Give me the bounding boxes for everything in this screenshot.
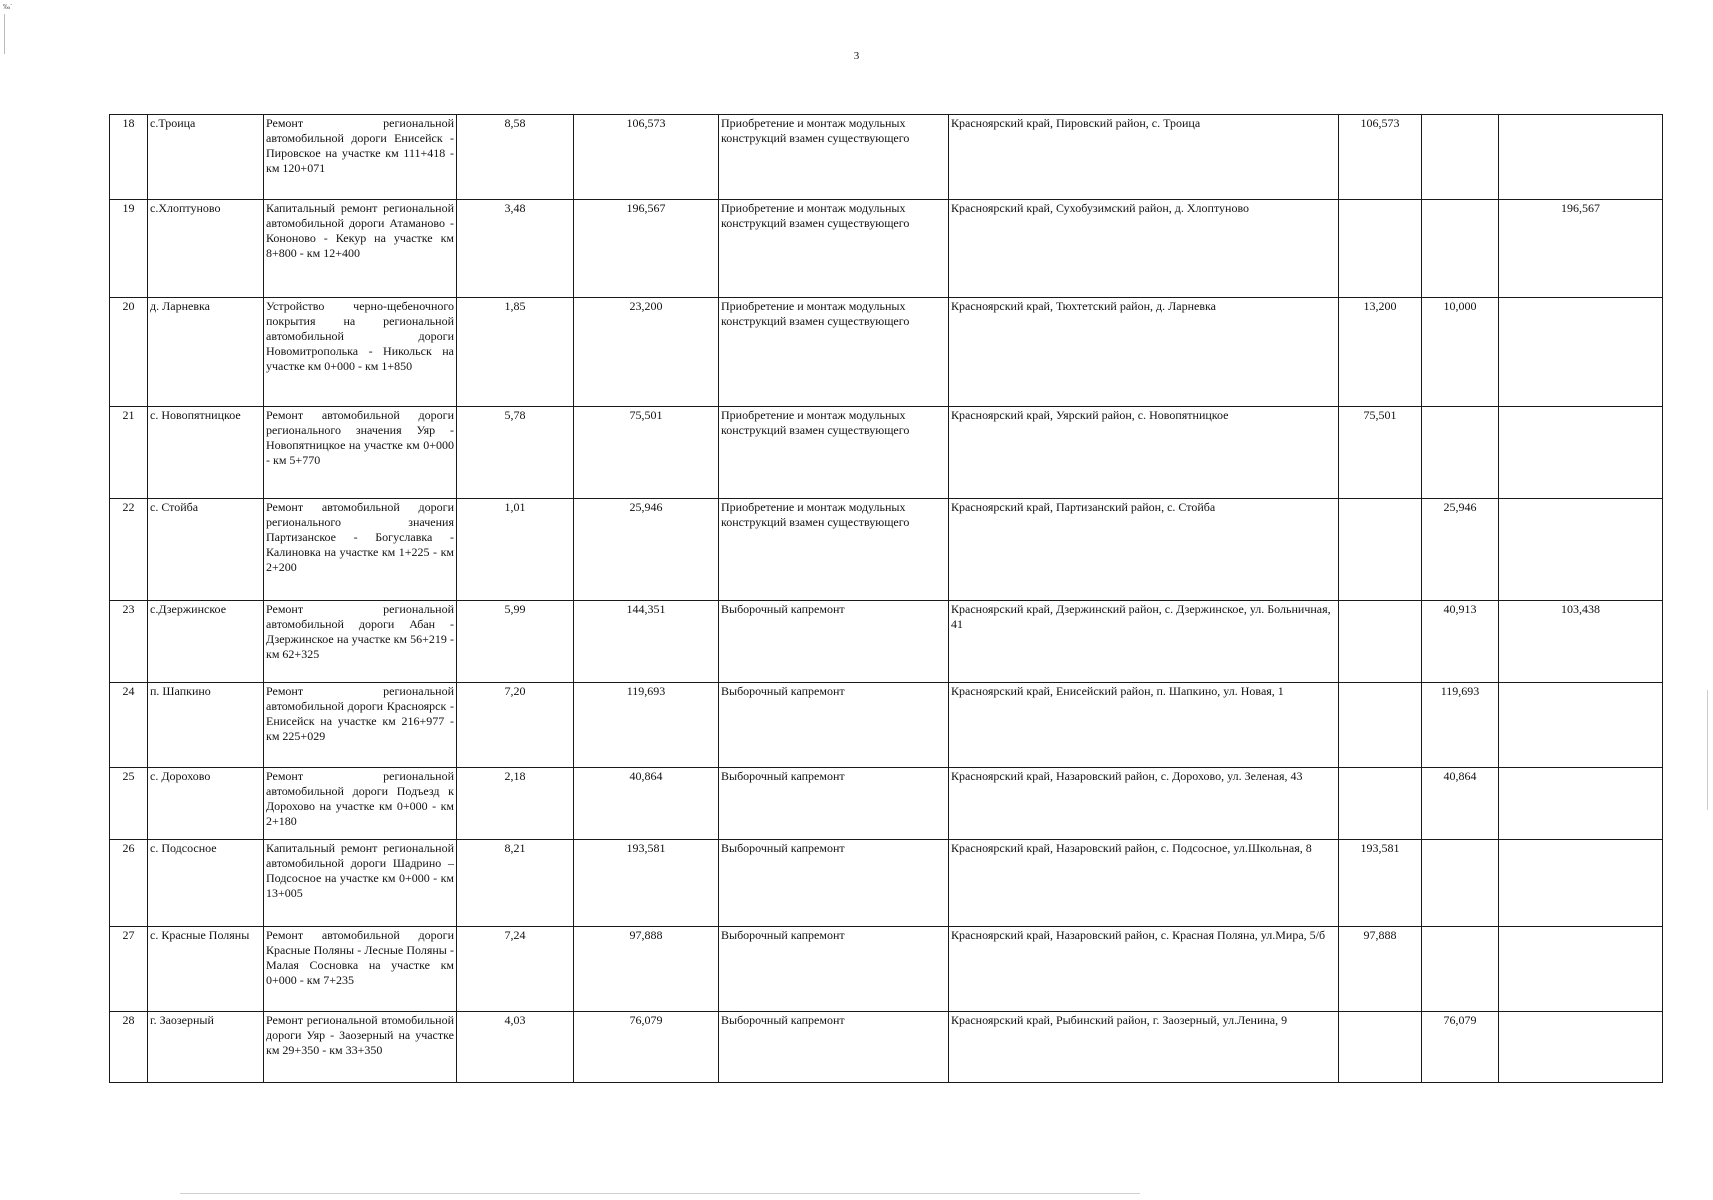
row-number: 23 bbox=[110, 601, 148, 683]
work-type: Выборочный капремонт bbox=[719, 683, 949, 768]
amount-year-1 bbox=[1339, 499, 1422, 601]
amount-year-3 bbox=[1499, 683, 1663, 768]
settlement-name: с. Стойба bbox=[148, 499, 264, 601]
amount-year-3 bbox=[1499, 298, 1663, 407]
row-number: 27 bbox=[110, 927, 148, 1012]
object-address: Красноярский край, Назаровский район, с. Красная Поляна, ул.Мира, 5/б bbox=[949, 927, 1339, 1012]
work-type: Выборочный капремонт bbox=[719, 768, 949, 840]
amount-year-1 bbox=[1339, 200, 1422, 298]
total-cost: 144,351 bbox=[574, 601, 719, 683]
total-cost: 23,200 bbox=[574, 298, 719, 407]
table-row bbox=[110, 115, 1663, 200]
amount-year-1: 13,200 bbox=[1339, 298, 1422, 407]
object-address: Красноярский край, Уярский район, с. Новопятницкое bbox=[949, 407, 1339, 499]
length-km: 8,21 bbox=[457, 840, 574, 927]
scan-artifact-line bbox=[1707, 690, 1708, 810]
work-type: Приобретение и монтаж модульных конструкций взамен существующего bbox=[719, 407, 949, 499]
amount-year-3: 103,438 bbox=[1499, 601, 1663, 683]
row-number: 22 bbox=[110, 499, 148, 601]
scan-artifact-mark: ‰ˊ bbox=[3, 3, 13, 11]
table-row bbox=[110, 840, 1663, 927]
roads-table bbox=[109, 114, 1663, 1083]
amount-year-3 bbox=[1499, 927, 1663, 1012]
total-cost: 106,573 bbox=[574, 115, 719, 200]
object-address: Красноярский край, Пировский район, с. Троица bbox=[949, 115, 1339, 200]
object-address: Красноярский край, Енисейский район, п. Шапкино, ул. Новая, 1 bbox=[949, 683, 1339, 768]
work-type: Выборочный капремонт bbox=[719, 927, 949, 1012]
amount-year-1: 106,573 bbox=[1339, 115, 1422, 200]
amount-year-2 bbox=[1422, 200, 1499, 298]
amount-year-2 bbox=[1422, 115, 1499, 200]
total-cost: 97,888 bbox=[574, 927, 719, 1012]
row-number: 26 bbox=[110, 840, 148, 927]
table-row bbox=[110, 499, 1663, 601]
amount-year-3 bbox=[1499, 1012, 1663, 1083]
road-description: Ремонт региональной автомобильной дороги Енисейск - Пировское на участке км 111+418 - км 120+071 bbox=[264, 115, 457, 200]
work-type: Приобретение и монтаж модульных конструкций взамен существующего bbox=[719, 499, 949, 601]
amount-year-2: 40,913 bbox=[1422, 601, 1499, 683]
amount-year-2: 119,693 bbox=[1422, 683, 1499, 768]
length-km: 7,20 bbox=[457, 683, 574, 768]
amount-year-1 bbox=[1339, 768, 1422, 840]
settlement-name: с. Подсосное bbox=[148, 840, 264, 927]
amount-year-3 bbox=[1499, 840, 1663, 927]
amount-year-1 bbox=[1339, 683, 1422, 768]
table-row bbox=[110, 601, 1663, 683]
amount-year-3 bbox=[1499, 115, 1663, 200]
page-number: 3 bbox=[853, 50, 860, 62]
amount-year-2 bbox=[1422, 407, 1499, 499]
scan-artifact-line bbox=[4, 14, 5, 54]
length-km: 3,48 bbox=[457, 200, 574, 298]
table-row bbox=[110, 298, 1663, 407]
amount-year-1 bbox=[1339, 1012, 1422, 1083]
work-type: Выборочный капремонт bbox=[719, 601, 949, 683]
road-description: Ремонт региональной автомобильной дороги Красноярск - Енисейск на участке км 216+977 - км 225+029 bbox=[264, 683, 457, 768]
length-km: 5,99 bbox=[457, 601, 574, 683]
road-description: Устройство черно-щебеночного покрытия на региональной автомобильной дороги Новомитрополька - Никольск на участке км 0+000 - км 1+850 bbox=[264, 298, 457, 407]
row-number: 19 bbox=[110, 200, 148, 298]
length-km: 2,18 bbox=[457, 768, 574, 840]
object-address: Красноярский край, Тюхтетский район, д. Ларневка bbox=[949, 298, 1339, 407]
length-km: 1,01 bbox=[457, 499, 574, 601]
scan-artifact-line bbox=[180, 1193, 1140, 1194]
work-type: Выборочный капремонт bbox=[719, 1012, 949, 1083]
amount-year-1: 75,501 bbox=[1339, 407, 1422, 499]
road-description: Ремонт региональной автомобильной дороги Абан - Дзержинское на участке км 56+219 - км 62+325 bbox=[264, 601, 457, 683]
amount-year-3 bbox=[1499, 499, 1663, 601]
row-number: 20 bbox=[110, 298, 148, 407]
work-type: Выборочный капремонт bbox=[719, 840, 949, 927]
road-description: Капитальный ремонт региональной автомобильной дороги Атаманово - Кононово - Кекур на участке км 8+800 - км 12+400 bbox=[264, 200, 457, 298]
settlement-name: с. Красные Поляны bbox=[148, 927, 264, 1012]
row-number: 21 bbox=[110, 407, 148, 499]
object-address: Красноярский край, Рыбинский район, г. Заозерный, ул.Ленина, 9 bbox=[949, 1012, 1339, 1083]
road-description: Ремонт региональной автомобильной дороги Подъезд к Дорохово на участке км 0+000 - км 2+180 bbox=[264, 768, 457, 840]
table-row bbox=[110, 768, 1663, 840]
amount-year-3: 196,567 bbox=[1499, 200, 1663, 298]
total-cost: 25,946 bbox=[574, 499, 719, 601]
table-row bbox=[110, 1012, 1663, 1083]
settlement-name: с.Троица bbox=[148, 115, 264, 200]
settlement-name: п. Шапкино bbox=[148, 683, 264, 768]
table-row bbox=[110, 927, 1663, 1012]
length-km: 4,03 bbox=[457, 1012, 574, 1083]
amount-year-2: 25,946 bbox=[1422, 499, 1499, 601]
total-cost: 193,581 bbox=[574, 840, 719, 927]
object-address: Красноярский край, Назаровский район, с. Дорохово, ул. Зеленая, 43 bbox=[949, 768, 1339, 840]
length-km: 7,24 bbox=[457, 927, 574, 1012]
total-cost: 119,693 bbox=[574, 683, 719, 768]
road-description: Капитальный ремонт региональной автомобильной дороги Шадрино – Подсосное на участке км 0+000 - км 13+005 bbox=[264, 840, 457, 927]
table-row bbox=[110, 407, 1663, 499]
amount-year-3 bbox=[1499, 768, 1663, 840]
object-address: Красноярский край, Назаровский район, с. Подсосное, ул.Школьная, 8 bbox=[949, 840, 1339, 927]
amount-year-3 bbox=[1499, 407, 1663, 499]
settlement-name: с. Новопятницкое bbox=[148, 407, 264, 499]
road-description: Ремонт автомобильной дороги регионального значения Уяр - Новопятницкое на участке км 0+000 - км 5+770 bbox=[264, 407, 457, 499]
table-row bbox=[110, 683, 1663, 768]
amount-year-1: 97,888 bbox=[1339, 927, 1422, 1012]
length-km: 5,78 bbox=[457, 407, 574, 499]
total-cost: 75,501 bbox=[574, 407, 719, 499]
work-type: Приобретение и монтаж модульных конструкций взамен существующего bbox=[719, 115, 949, 200]
settlement-name: с.Хлоптуново bbox=[148, 200, 264, 298]
settlement-name: г. Заозерный bbox=[148, 1012, 264, 1083]
amount-year-1: 193,581 bbox=[1339, 840, 1422, 927]
amount-year-2: 76,079 bbox=[1422, 1012, 1499, 1083]
row-number: 25 bbox=[110, 768, 148, 840]
table-row bbox=[110, 200, 1663, 298]
row-number: 24 bbox=[110, 683, 148, 768]
row-number: 18 bbox=[110, 115, 148, 200]
total-cost: 76,079 bbox=[574, 1012, 719, 1083]
settlement-name: с. Дорохово bbox=[148, 768, 264, 840]
amount-year-2: 40,864 bbox=[1422, 768, 1499, 840]
total-cost: 40,864 bbox=[574, 768, 719, 840]
work-type: Приобретение и монтаж модульных конструкций взамен существующего bbox=[719, 298, 949, 407]
amount-year-2 bbox=[1422, 927, 1499, 1012]
total-cost: 196,567 bbox=[574, 200, 719, 298]
amount-year-1 bbox=[1339, 601, 1422, 683]
settlement-name: д. Ларневка bbox=[148, 298, 264, 407]
road-description: Ремонт региональной втомобильной дороги Уяр - Заозерный на участке км 29+350 - км 33+350 bbox=[264, 1012, 457, 1083]
object-address: Красноярский край, Дзержинский район, с. Дзержинское, ул. Больничная, 41 bbox=[949, 601, 1339, 683]
work-type: Приобретение и монтаж модульных конструкций взамен существующего bbox=[719, 200, 949, 298]
table-body bbox=[110, 115, 1663, 1083]
object-address: Красноярский край, Сухобузимский район, д. Хлоптуново bbox=[949, 200, 1339, 298]
length-km: 1,85 bbox=[457, 298, 574, 407]
length-km: 8,58 bbox=[457, 115, 574, 200]
amount-year-2: 10,000 bbox=[1422, 298, 1499, 407]
amount-year-2 bbox=[1422, 840, 1499, 927]
settlement-name: с.Дзержинское bbox=[148, 601, 264, 683]
object-address: Красноярский край, Партизанский район, с. Стойба bbox=[949, 499, 1339, 601]
road-description: Ремонт автомобильной дороги регионального значения Партизанское - Богуславка - Калиновка на участке км 1+225 - км 2+200 bbox=[264, 499, 457, 601]
road-description: Ремонт автомобильной дороги Красные Поляны - Лесные Поляны - Малая Сосновка на участке км 0+000 - км 7+235 bbox=[264, 927, 457, 1012]
row-number: 28 bbox=[110, 1012, 148, 1083]
